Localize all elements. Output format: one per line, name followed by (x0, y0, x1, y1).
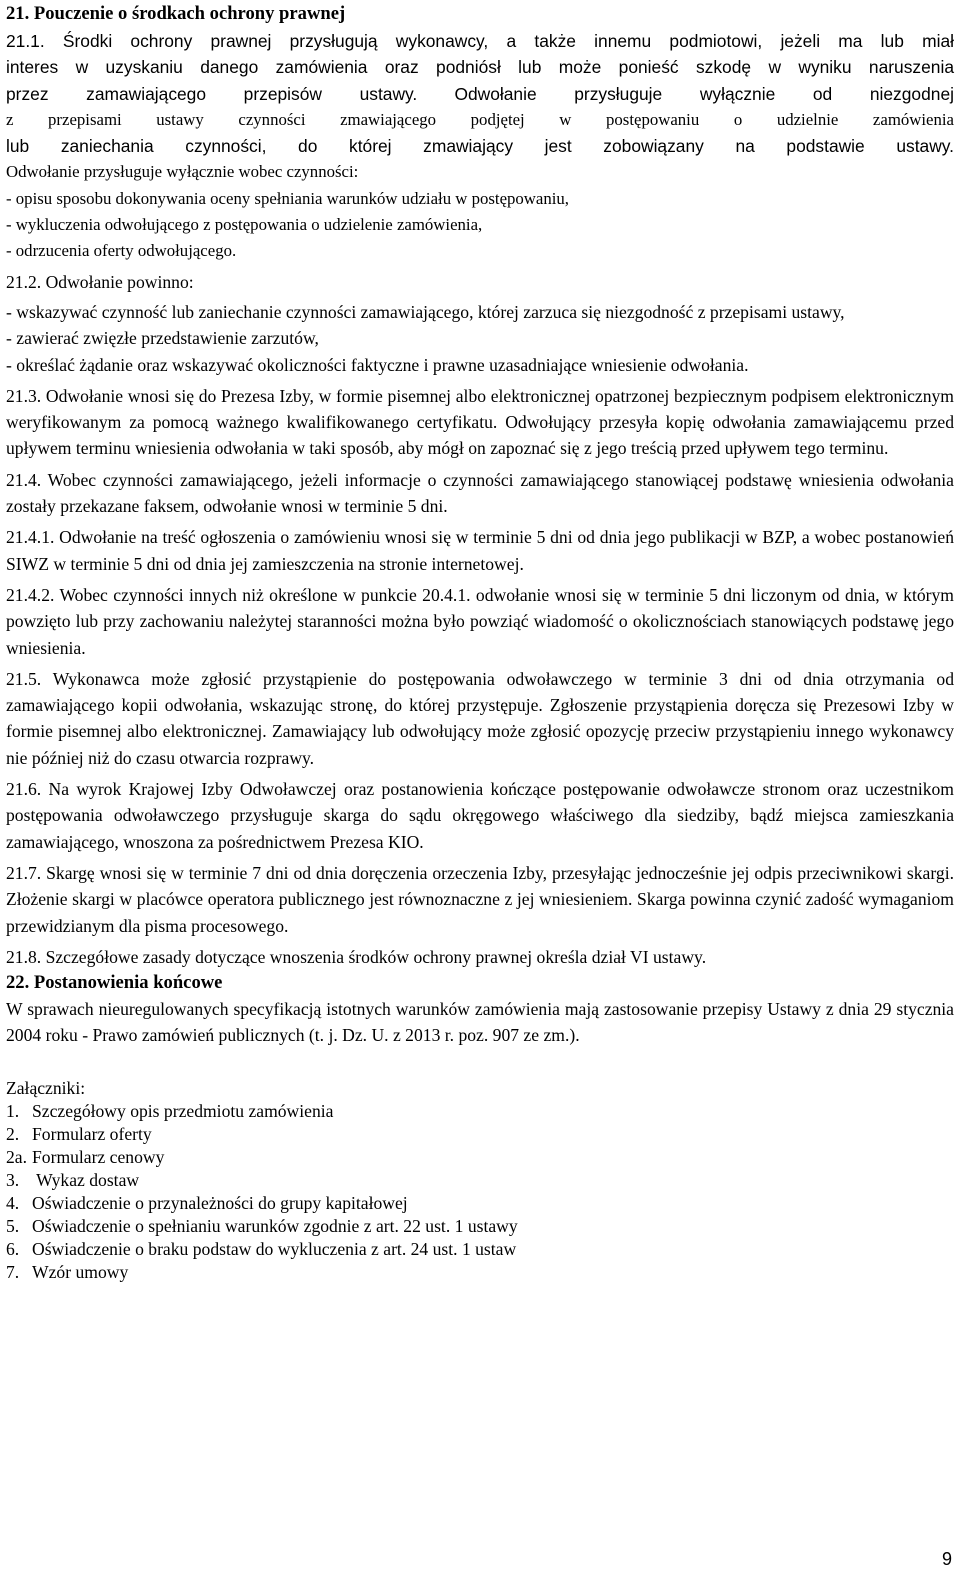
p21-1-line-3b: Odwołanie przysługuje wyłącznie od niezgodnej (454, 83, 954, 104)
attachment-label: Wzór umowy (32, 1261, 129, 1282)
attachment-item (6, 1215, 954, 1238)
attachment-label: Formularz oferty (32, 1123, 152, 1144)
attachment-number: 7. (6, 1261, 20, 1282)
section-22-heading: 22. Postanowienia końcowe (6, 972, 223, 994)
section-21-heading: 21. Pouczenie o środkach ochrony prawnej (6, 3, 346, 24)
attachment-item (6, 1238, 954, 1261)
paragraph-21-5: 21.5. Wykonawca może zgłosić przystąpienie do postępowania odwoławczego w terminie 3 dni od dnia otrzymania od zamawiającego kopii odwołania, wskazując stronę, do której przystępuje. Zgłoszenie przystąpienia doręcza się Prezesowi Izby w formie pisemnej albo elektronicznej. Zamawiający lub odwołujący może zgłosić opozycję przeciw przystąpieniu innego wykonawcy nie później niż do czasu otwarcia rozprawy. (6, 668, 954, 768)
p21-1-line-3a: przez zamawiającego przepisów ustawy. (6, 83, 418, 104)
p21-1-line-1: 21.1. Środki ochrony prawnej przysługują wykonawcy, a także innemu podmiotowi, jeżeli ma lub miał (6, 31, 954, 51)
attachment-label: Oświadczenie o spełnianiu warunków zgodnie z art. 22 ust. 1 ustawy (32, 1215, 518, 1236)
attachment-item (6, 1192, 954, 1215)
p21-2-intro: 21.2. Odwołanie powinno: (6, 271, 194, 292)
p21-1-line-4: z przepisami ustawy czynności zmawiającego podjętej w postępowaniu o udzielnie zamówienia (6, 109, 954, 129)
attachment-number: 1. (6, 1100, 20, 1121)
p21-1-line-6: Odwołanie przysługuje wyłącznie wobec czynności: (6, 162, 359, 182)
attachments-list (6, 1100, 954, 1284)
attachment-number: 6. (6, 1238, 20, 1259)
attachment-item (6, 1169, 954, 1192)
page-number: 9 (941, 1549, 952, 1569)
attachments-title: Załączniki: (6, 1077, 86, 1098)
attachment-label: Oświadczenie o braku podstaw do wykluczenia z art. 24 ust. 1 ustaw (32, 1238, 517, 1259)
p21-1-line-3 (6, 81, 954, 107)
document-page (6, 0, 954, 1284)
paragraph-21-4-2: 21.4.2. Wobec czynności innych niż określone w punkcie 20.4.1. odwołanie wnosi się w terminie 5 dni liczonym od dnia, w którym powzięto lub przy zachowaniu należytej staranności można było powziąć wiadomość o okolicznościach stanowiących podstawę jego wniesienia. (6, 584, 954, 658)
paragraph-21-2 (6, 269, 954, 378)
p21-2-bullet-1: - wskazywać czynność lub zaniechanie czynności zamawiającego, której zarzuca się niezgodność z przepisami ustawy, (6, 301, 845, 322)
paragraph-22: W sprawach nieuregulowanych specyfikacją istotnych warunków zamówienia mają zastosowanie przepisy Ustawy z dnia 29 stycznia 2004 roku - Prawo zamówień publicznych (t. j. Dz. U. z 2013 r. poz. 907 ze zm.). (6, 999, 954, 1046)
attachment-number: 5. (6, 1215, 20, 1236)
p21-1-bullet-3: - odrzucenia oferty odwołującego. (6, 241, 237, 261)
attachment-number: 2. (6, 1123, 20, 1144)
attachment-label: Wykaz dostaw (32, 1169, 140, 1190)
p21-1-line-2: interes w uzyskaniu danego zamówienia oraz podniósł lub może ponieść szkodę w wyniku naruszenia (6, 57, 954, 78)
attachment-number: 2a. (6, 1146, 28, 1167)
attachment-item (6, 1100, 954, 1123)
attachment-label: Formularz cenowy (32, 1146, 165, 1167)
p21-1-bullet-2: - wykluczenia odwołującego z postępowania o udzielenie zamówienia, (6, 215, 483, 235)
p21-2-bullet-2: - zawierać zwięzłe przedstawienie zarzutów, (6, 328, 319, 349)
paragraph-21-6: 21.6. Na wyrok Krajowej Izby Odwoławczej oraz postanowienia kończące postępowanie odwoławcze stronom oraz uczestnikom postępowania odwoławczego przysługuje skarga do sądu okręgowego właściwego dla siedziby, bądź miejsca zamieszkania zamawiającego, wnoszona za pośrednictwem Prezesa KIO. (6, 779, 954, 852)
paragraph-21-4: 21.4. Wobec czynności zamawiającego, jeżeli informacje o czynności zamawiającego stanowiącej podstawę wniesienia odwołania zostały przekazane faksem, odwołanie wnosi w terminie 5 dni. (6, 469, 954, 517)
attachment-item (6, 1261, 954, 1284)
p21-1-line-5: lub zaniechania czynności, do której zmawiający jest zobowiązany na podstawie ustawy. (6, 136, 954, 157)
attachment-label: Oświadczenie o przynależności do grupy kapitałowej (32, 1192, 408, 1213)
attachment-item (6, 1123, 954, 1146)
paragraph-21-1 (6, 28, 954, 265)
paragraph-21-3: 21.3. Odwołanie wnosi się do Prezesa Izby, w formie pisemnej albo elektronicznej opatrzonej bezpiecznym podpisem elektronicznym weryfikowanym za pomocą ważnego kwalifikowanego certyfikatu. Odwołujący przesyła kopię odwołania zamawiającemu przed upływem terminu wniesienia odwołania w taki sposób, aby mógł on zapoznać się z jego treścią przed upływem tego terminu. (6, 385, 954, 459)
attachment-item (6, 1146, 954, 1169)
attachment-number: 3. (6, 1169, 20, 1190)
paragraph-21-4-1: 21.4.1. Odwołanie na treść ogłoszenia o zamówieniu wnosi się w terminie 5 dni od dnia jego publikacji w BZP, a wobec postanowień SIWZ w terminie 5 dni od dnia jej zamieszczenia na stronie internetowej. (6, 527, 954, 574)
attachment-label: Szczegółowy opis przedmiotu zamówienia (32, 1100, 334, 1121)
attachment-number: 4. (6, 1192, 20, 1213)
p21-2-bullet-3: - określać żądanie oraz wskazywać okoliczności faktyczne i prawne uzasadniające wniesienie odwołania. (6, 354, 749, 375)
paragraph-21-8: 21.8. Szczegółowe zasady dotyczące wnoszenia środków ochrony prawnej określa dział VI ustawy. (6, 946, 707, 967)
p21-1-bullet-1: - opisu sposobu dokonywania oceny spełniania warunków udziału w postępowaniu, (6, 188, 569, 208)
paragraph-21-7: 21.7. Skargę wnosi się w terminie 7 dni od dnia doręczenia orzeczenia Izby, przesyłając jednocześnie jej odpis przeciwnikowi skargi. Złożenie skargi w placówce operatora publicznego jest równoznaczne z jej wniesieniem. Skarga powinna czynić zadość wymaganiom przewidzianym dla pisma procesowego. (6, 862, 954, 936)
